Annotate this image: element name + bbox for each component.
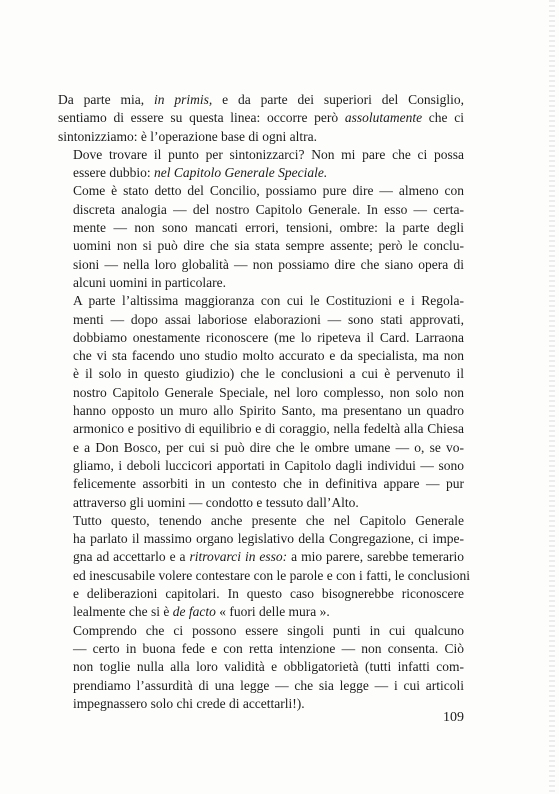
text-segment: è il solo in questo giudizio) che le conclusioni a cui è pervenuto il (73, 366, 464, 382)
text-line (58, 164, 464, 182)
text-line (58, 567, 470, 585)
text-segment: uomini non si può dire che sia stata sempre assente; però le conclu- (73, 238, 464, 254)
page-edge-shadow (549, 0, 555, 794)
text-segment: e da parte dei superiori del Consiglio, (212, 92, 464, 107)
text-line (58, 494, 464, 512)
text-segment: alcuni uomini in particolare. (73, 274, 226, 290)
paragraph (58, 512, 470, 622)
paragraph (58, 146, 464, 183)
text-line (58, 274, 464, 292)
text-line (58, 146, 464, 164)
text-segment: impegnassero solo chi crede di accettarli!). (73, 695, 305, 711)
text-line (58, 237, 464, 255)
text-line (58, 182, 464, 200)
italic-segment: nel Capitolo Generale Speciale. (153, 165, 328, 181)
text-line (58, 219, 464, 237)
text-segment: che vi sta facendo uno studio molto accurato e da specialista, ma non (73, 348, 464, 364)
text-line (58, 585, 464, 603)
text-line (58, 109, 464, 127)
text-segment: dobbiamo onestamente riconoscere (me lo ripeteva il Card. Larraona (73, 329, 464, 345)
text-segment: Come è stato detto del Concilio, possiamo pure dire — almeno con (73, 183, 464, 199)
paragraph (58, 91, 464, 146)
text-line (58, 402, 464, 420)
text-segment: prendiamo l’assurdità di una legge — che sia legge — i cui articoli (73, 677, 464, 693)
text-segment: armonico e positivo di equilibrio e di coraggio, nella fedeltà alla Chiesa (73, 421, 464, 437)
text-line (58, 658, 464, 676)
page-number: 109 (443, 710, 464, 725)
text-line (58, 91, 464, 109)
text-segment: e deliberazioni capitolari. In questo caso bisognerebbe riconoscere (73, 586, 464, 602)
text-segment: non toglie nulla alla loro validità e obbligatorietà (tutti infatti com- (73, 659, 464, 675)
text-segment: ha parlato il massimo organo legislativo della Congregazione, ci impe- (73, 531, 464, 547)
text-line (58, 530, 464, 548)
text-line (58, 640, 464, 658)
italic-segment: in primis, (153, 92, 213, 107)
text-segment: « fuori delle mura ». (215, 604, 330, 620)
text-line (58, 475, 464, 493)
text-segment: Comprendo che ci possono essere singoli punti in cui qualcuno (73, 622, 464, 638)
text-line (58, 677, 464, 695)
text-line (58, 201, 464, 219)
text-line (58, 292, 464, 310)
text-line (58, 439, 464, 457)
text-line (58, 457, 464, 475)
paragraph (58, 182, 464, 292)
paragraph (58, 292, 464, 512)
text-segment: essere dubbio: (73, 165, 154, 181)
text-line (58, 384, 464, 402)
text-segment: che ci (422, 110, 464, 126)
body-text (58, 91, 470, 713)
text-segment: Tutto questo, tenendo anche presente che nel Capitolo Generale (73, 512, 464, 528)
text-line (58, 347, 464, 365)
text-line (58, 603, 464, 621)
text-segment: sentiamo di essere su questa linea: occorre però (58, 110, 345, 126)
italic-segment: de facto (172, 604, 216, 620)
text-line (58, 128, 464, 146)
text-segment: e a Don Bosco, per cui si può dire che le ombre umane — o, se vo- (73, 439, 464, 455)
text-line (58, 420, 464, 438)
text-segment: gna ad accettarlo e a (73, 549, 190, 565)
text-segment: mente — non sono mancati errori, tensioni, ombre: la parte degli (73, 220, 464, 236)
text-segment: lealmente che si è (73, 604, 173, 620)
text-line (58, 548, 464, 566)
text-line (58, 695, 464, 713)
text-line (58, 365, 464, 383)
paragraph (58, 622, 464, 713)
text-segment: sioni — nella loro globalità — non possiamo dire che siano opera di (73, 256, 464, 272)
text-segment: Dove trovare il punto per sintonizzarci? Non mi pare che ci possa (73, 146, 464, 162)
text-segment: — certo in buona fede e con retta intenzione — non consenta. Ciò (73, 640, 464, 656)
text-segment: a mio parere, sarebbe temerario (287, 549, 464, 565)
text-segment: menti — dopo assai laboriose elaborazioni — sono stati approvati, (73, 311, 464, 327)
text-segment: A parte l’altissima maggioranza con cui le Costituzioni e i Regola- (73, 293, 464, 309)
text-line (58, 256, 464, 274)
text-line (58, 512, 464, 530)
text-segment: attraverso gli uomini — condotto e tessuto dall’Alto. (73, 494, 359, 510)
text-segment: sintonizziamo: è l’operazione base di ogni altra. (58, 128, 318, 144)
text-line (58, 329, 464, 347)
text-segment: gliamo, i deboli luccicori apportati in Capitolo dagli individui — sono (73, 457, 464, 473)
text-line (58, 311, 464, 329)
text-segment: discreta analogia — del nostro Capitolo Generale. In esso — certa- (73, 201, 464, 217)
text-line (58, 622, 464, 640)
italic-segment: ritrovarci in esso: (189, 549, 288, 565)
text-segment: hanno opposto un muro allo Spirito Santo, ma presentano un quadro (73, 403, 464, 419)
text-segment: felicemente assorbiti in un contesto che in definitiva appare — pur (73, 476, 464, 492)
italic-segment: assolutamente (344, 110, 423, 126)
text-segment: Da parte mia, (58, 92, 154, 107)
text-segment: nostro Capitolo Generale Speciale, nel loro complesso, non solo non (73, 384, 464, 400)
text-segment: ed inescusabile volere contestare con le parole e con i fatti, le conclusioni (73, 567, 470, 583)
